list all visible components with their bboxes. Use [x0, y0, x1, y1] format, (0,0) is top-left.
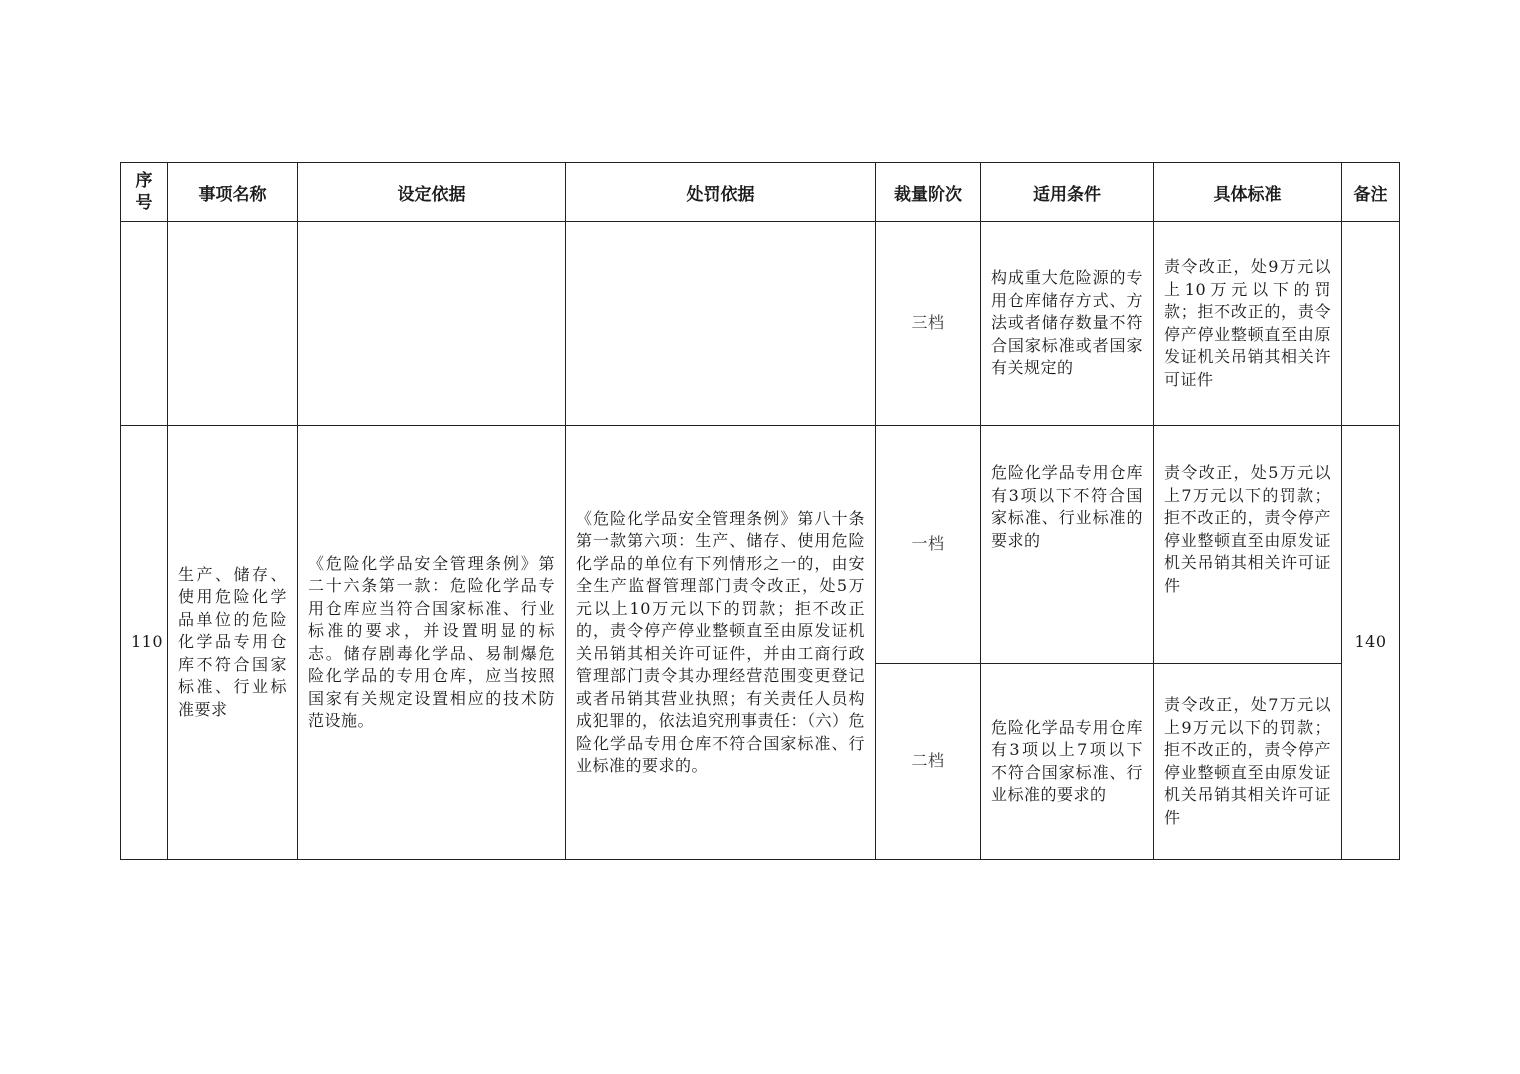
tier-3-conditions: 构成重大危险源的专用仓库储存方式、方法或者储存数量不符合国家标准或者国家有关规定的: [981, 222, 1154, 426]
header-discretion-tier: 裁量阶次: [876, 163, 981, 222]
item-name-cell: 生产、储存、使用危险化学品单位的危险化学品专用仓库不符合国家标准、行业标准要求: [168, 426, 298, 860]
tier-2-cell: 二档: [876, 664, 981, 860]
tier-2-conditions: 危险化学品专用仓库有3项以上7项以下不符合国家标准、行业标准的要求的: [981, 664, 1154, 860]
tier-1-cell: 一档: [876, 426, 981, 664]
table-header-row: [121, 163, 1400, 222]
legal-basis-cell: 《危险化学品安全管理条例》第二十六条第一款：危险化学品专用仓库应当符合国家标准、行业标准的要求，并设置明显的标志。储存剧毒化学品、易制爆危险化学品的专用仓库，应当按照国家有关规定设置相应的技术防范设施。: [298, 426, 566, 860]
header-remarks: 备注: [1342, 163, 1400, 222]
remarks-cell: 140: [1342, 426, 1400, 860]
cell-empty: [566, 222, 876, 426]
header-conditions: 适用条件: [981, 163, 1154, 222]
tier-1-conditions: 危险化学品专用仓库有3项以下不符合国家标准、行业标准的要求的: [981, 426, 1154, 664]
table-row-110-tier-1: [121, 426, 1400, 664]
header-penalty-basis: 处罚依据: [566, 163, 876, 222]
cell-empty: [168, 222, 298, 426]
header-seq: 序号: [121, 163, 168, 222]
header-item-name: 事项名称: [168, 163, 298, 222]
tier-2-standard: 责令改正，处7万元以上9万元以下的罚款；拒不改正的，责令停产停业整顿直至由原发证机关吊销其相关许可证件: [1154, 664, 1342, 860]
header-standard: 具体标准: [1154, 163, 1342, 222]
cell-empty: [298, 222, 566, 426]
penalty-discretion-table: [120, 162, 1400, 860]
cell-empty: [121, 222, 168, 426]
table-row-continued: [121, 222, 1400, 426]
penalty-basis-cell: 《危险化学品安全管理条例》第八十条第一款第六项：生产、储存、使用危险化学品的单位有下列情形之一的，由安全生产监督管理部门责令改正，处5万元以上10万元以下的罚款；拒不改正的，责令停产停业整顿直至由原发证机关吊销其相关许可证件，并由工商行政管理部门责令其办理经营范围变更登记或者吊销其营业执照；有关责任人员构成犯罪的，依法追究刑事责任：（六）危险化学品专用仓库不符合国家标准、行业标准的要求的。: [566, 426, 876, 860]
tier-3-cell: 三档: [876, 222, 981, 426]
cell-empty: [1342, 222, 1400, 426]
seq-cell: 110: [121, 426, 168, 860]
header-legal-basis: 设定依据: [298, 163, 566, 222]
tier-3-standard: 责令改正，处9万元以上10万元以下的罚款；拒不改正的，责令停产停业整顿直至由原发证机关吊销其相关许可证件: [1154, 222, 1342, 426]
tier-1-standard: 责令改正，处5万元以上7万元以下的罚款；拒不改正的，责令停产停业整顿直至由原发证机关吊销其相关许可证件: [1154, 426, 1342, 664]
